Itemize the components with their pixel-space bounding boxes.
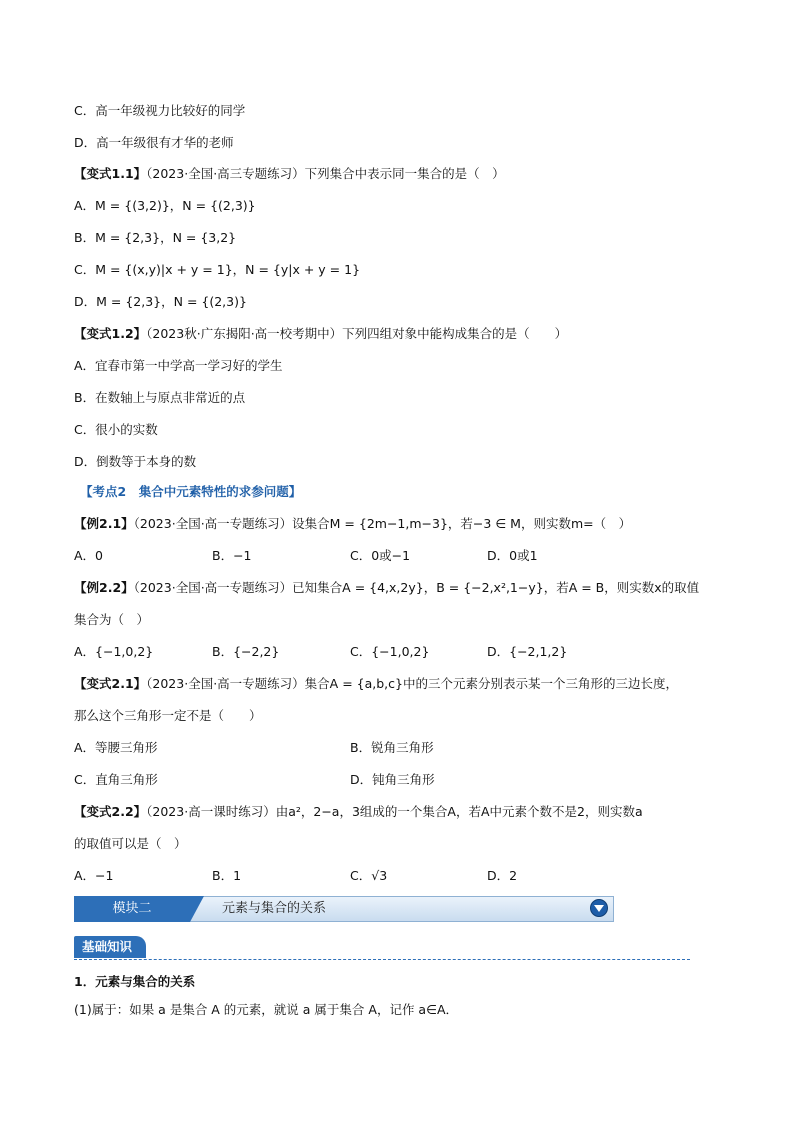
question-text: 已知集合A = {4,x,2y}，B = {−2,x²,1−y}，若A = B，则实数x的取值 (292, 580, 700, 595)
question-source: （2023·全国·高一专题练习） (133, 580, 293, 595)
banner-module-label: 模块二 (74, 896, 190, 922)
option-c: C．{−1,0,2} (350, 644, 430, 659)
question-tag: 【变式1.1】 (74, 166, 147, 181)
question-text: 下列集合中表示同一集合的是（ ） (304, 166, 505, 181)
question-source: （2023·高一课时练习） (146, 804, 276, 819)
option-a: A．宜春市第一中学高一学习好的学生 (74, 358, 283, 373)
option-d: D．钝角三角形 (350, 772, 435, 787)
section-tag: 基础知识 (74, 936, 146, 958)
knowledge-heading: 1．元素与集合的关系 (74, 974, 196, 989)
option-c: C．0或−1 (350, 548, 411, 563)
option-d: D．M = {2,3}，N = {(2,3)} (74, 294, 247, 309)
question-tag: 【例2.1】 (74, 516, 134, 531)
option-d: D．高一年级很有才华的老师 (74, 135, 234, 150)
option-b: B．{−2,2} (212, 644, 280, 659)
question-v1-1 (74, 164, 505, 184)
option-a: A．等腰三角形 (74, 740, 158, 755)
option-b: B．M = {2,3}，N = {3,2} (74, 230, 237, 245)
collapse-chevron-icon[interactable] (590, 899, 608, 917)
question-v2-2 (74, 802, 643, 822)
banner-title: 元素与集合的关系 (222, 901, 327, 916)
question-e2-1 (74, 514, 631, 534)
question-e2-2 (74, 578, 699, 598)
option-d: D．0或1 (487, 548, 538, 563)
option-c: C．M = {(x,y)|x + y = 1}，N = {y|x + y = 1} (74, 262, 361, 277)
knowledge-paragraph: (1)属于：如果 a 是集合 A 的元素，就说 a 属于集合 A，记作 a∈A． (74, 1002, 459, 1017)
question-source: （2023·全国·高三专题练习） (146, 166, 305, 181)
option-b: B．1 (212, 868, 242, 883)
question-v1-2 (74, 324, 567, 344)
question-text: 集合A = {a,b,c}中的三个元素分别表示某一个三角形的三边长度， (304, 676, 678, 691)
question-tag: 【变式2.2】 (74, 804, 147, 819)
question-continuation: 的取值可以是（ ） (74, 836, 187, 851)
module-banner (74, 896, 614, 922)
question-source: （2023·全国·高一专题练习） (133, 516, 293, 531)
question-text: 由a²，2−a，3组成的一个集合A，若A中元素个数不是2，则实数a (275, 804, 643, 819)
option-c: C．√3 (350, 868, 388, 883)
option-d: D．2 (487, 868, 518, 883)
option-c: C．很小的实数 (74, 422, 158, 437)
banner-divider (190, 896, 204, 922)
option-a: A．M = {(3,2)}，N = {(2,3)} (74, 198, 256, 213)
option-d: D．{−2,1,2} (487, 644, 568, 659)
option-c: C．高一年级视力比较好的同学 (74, 103, 246, 118)
question-v2-1 (74, 674, 678, 694)
option-b: B．−1 (212, 548, 252, 563)
question-continuation: 集合为（ ） (74, 612, 150, 627)
question-tag: 【变式2.1】 (74, 676, 147, 691)
option-b: B．在数轴上与原点非常近的点 (74, 390, 246, 405)
question-tag: 【例2.2】 (74, 580, 134, 595)
question-tag: 【变式1.2】 (74, 326, 147, 341)
option-b: B．锐角三角形 (350, 740, 434, 755)
question-text: 设集合M = {2m−1,m−3}，若−3 ∈ M，则实数m=（ ） (292, 516, 632, 531)
question-continuation: 那么这个三角形一定不是（ ） (74, 708, 262, 723)
topic-heading: 【考点2 集合中元素特性的求参问题】 (80, 484, 302, 499)
question-source: （2023·全国·高一专题练习） (146, 676, 305, 691)
question-text: 下列四组对象中能构成集合的是（ ） (342, 326, 568, 341)
question-source: （2023秋·广东揭阳·高一校考期中） (146, 326, 343, 341)
option-a: A．−1 (74, 868, 114, 883)
option-c: C．直角三角形 (74, 772, 158, 787)
option-a: A．0 (74, 548, 104, 563)
option-d: D．倒数等于本身的数 (74, 454, 197, 469)
section-divider (74, 959, 690, 960)
option-a: A．{−1,0,2} (74, 644, 154, 659)
